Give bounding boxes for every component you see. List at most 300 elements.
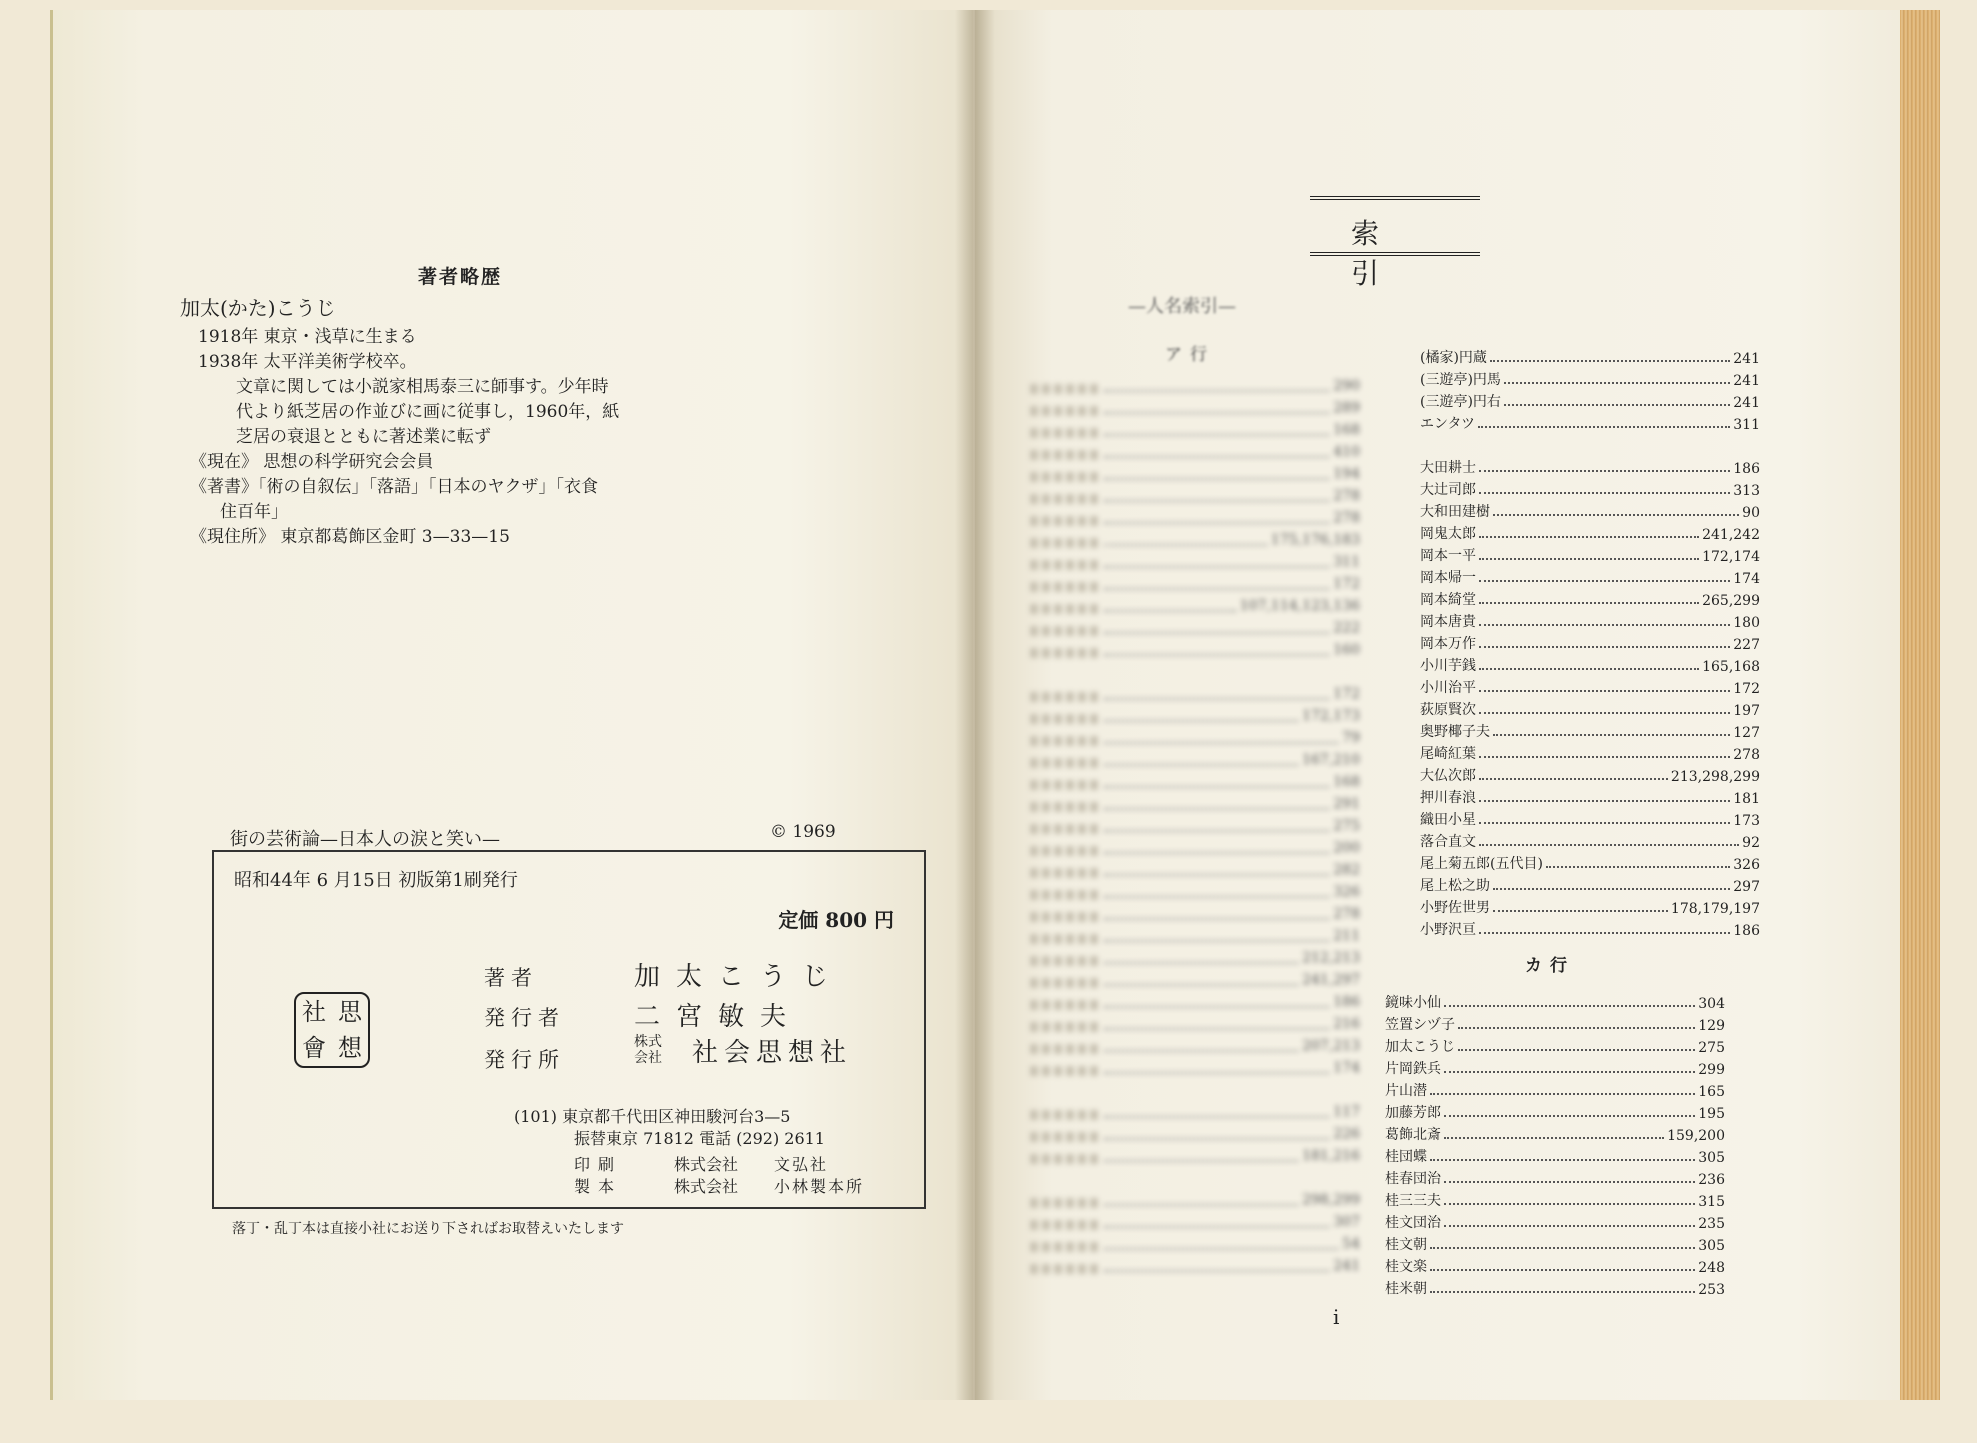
author-value: 加太こうじ: [634, 962, 845, 992]
entry-page-number: 107,114,123,136: [1239, 598, 1360, 614]
leader-dots: [1479, 536, 1699, 538]
index-entry: [1385, 1254, 1725, 1276]
leader-dots: [1104, 1126, 1329, 1140]
entry-page-number: 278: [1333, 488, 1360, 504]
index-entry: [1420, 631, 1760, 653]
leader-dots: [1104, 1016, 1329, 1030]
entry-name: 織田小星: [1420, 812, 1476, 828]
leader-dots: [1504, 382, 1730, 384]
leader-dots: [1430, 1247, 1695, 1249]
publishing-house: 社会思想社: [692, 1038, 853, 1068]
entry-name-blurred: [1030, 516, 1100, 526]
entry-name: 尾上菊五郎(五代目): [1420, 856, 1543, 872]
price: 定価 800 円: [778, 908, 894, 932]
entry-page-number: 92: [1742, 835, 1760, 851]
index-entry: [1385, 1034, 1725, 1056]
index-entry: [1030, 1016, 1360, 1038]
printer-name: 文弘社: [774, 1155, 829, 1174]
entry-page-number: 291: [1333, 796, 1360, 812]
leader-dots: [1104, 950, 1298, 964]
entry-page-number: 278: [1333, 510, 1360, 526]
entry-page-number: 265,299: [1702, 593, 1760, 609]
index-entry: [1420, 521, 1760, 543]
entry-page-number: 241,297: [1302, 972, 1360, 988]
entry-name-blurred: [1030, 890, 1100, 900]
index-entry: [1030, 818, 1360, 840]
entry-name: 大和田建樹: [1420, 504, 1490, 520]
leader-dots: [1479, 800, 1730, 802]
entry-name: 岡本綺堂: [1420, 592, 1476, 608]
index-entry: [1030, 554, 1360, 576]
entry-name-blurred: [1030, 472, 1100, 482]
leader-dots: [1479, 646, 1730, 648]
entry-page-number: 165,168: [1702, 659, 1760, 675]
leader-dots: [1444, 1203, 1695, 1205]
index-entry: [1385, 1122, 1725, 1144]
leader-dots: [1430, 1093, 1695, 1095]
index-entry: [1420, 543, 1760, 565]
leader-dots: [1444, 1181, 1695, 1183]
author-name: 加太(かた)こうじ: [180, 296, 336, 320]
index-entry: [1420, 807, 1760, 829]
index-entry: [1420, 345, 1760, 367]
index-entry: [1385, 1078, 1725, 1100]
entry-page-number: 410: [1333, 444, 1360, 460]
entry-name: 加太こうじ: [1385, 1039, 1455, 1055]
entry-page-number: 275: [1698, 1040, 1725, 1056]
entry-page-number: 197: [1733, 703, 1760, 719]
entry-name-blurred: [1030, 1220, 1100, 1230]
entry-name: 桂三三夫: [1385, 1193, 1441, 1209]
entry-page-number: 173: [1733, 813, 1760, 829]
leader-dots: [1104, 510, 1329, 524]
leader-dots: [1458, 1049, 1695, 1051]
leader-dots: [1104, 444, 1329, 458]
entry-name: (三遊亭)円馬: [1420, 372, 1501, 388]
entry-page-number: 186: [1333, 994, 1360, 1010]
index-entry: [1030, 840, 1360, 862]
colophon-box: [212, 850, 926, 1209]
entry-name-blurred: [1030, 978, 1100, 988]
publisher-address: (101) 東京都千代田区神田駿河台3—5: [514, 1107, 791, 1126]
entry-name: 桂団蝶: [1385, 1149, 1427, 1165]
leader-dots: [1479, 602, 1699, 604]
bio-event: 東京・浅草に生まる: [263, 327, 417, 347]
leader-dots: [1104, 1258, 1329, 1272]
entry-name: 尾上松之助: [1420, 878, 1490, 894]
leader-dots: [1104, 1148, 1298, 1162]
entry-page-number: 168: [1333, 422, 1360, 438]
entry-page-number: 172,173: [1302, 708, 1360, 724]
index-entry: [1030, 730, 1360, 752]
seal-char: 社: [302, 998, 326, 1026]
entry-page-number: 160: [1333, 642, 1360, 658]
entry-page-number: 79: [1342, 730, 1360, 746]
index-entry: [1420, 741, 1760, 763]
index-entry: [1030, 1038, 1360, 1060]
entry-page-number: 290: [1333, 378, 1360, 394]
index-title: 索 引: [1310, 196, 1480, 256]
leader-dots: [1479, 932, 1730, 934]
entry-page-number: 313: [1733, 483, 1760, 499]
colophon-note: 落丁・乱丁本は直接小社にお送り下さればお取替えいたします: [232, 1221, 624, 1237]
entry-page-number: 213,298,299: [1670, 769, 1760, 785]
bio-year: 1918年: [198, 327, 259, 347]
index-entry: [1420, 367, 1760, 389]
leader-dots: [1478, 426, 1730, 428]
entry-name: 葛飾北斎: [1385, 1127, 1441, 1143]
entry-name-blurred: [1030, 1198, 1100, 1208]
entry-name: 大辻司郎: [1420, 482, 1476, 498]
entry-name: 押川春浪: [1420, 790, 1476, 806]
entry-page-number: 253: [1698, 1282, 1725, 1298]
entry-page-number: 326: [1333, 884, 1360, 900]
entry-name: 桂文団治: [1385, 1215, 1441, 1231]
entry-page-number: 305: [1698, 1238, 1725, 1254]
leader-dots: [1444, 1071, 1695, 1073]
leader-dots: [1104, 576, 1329, 590]
entry-name-blurred: [1030, 714, 1100, 724]
index-entry: [1420, 609, 1760, 631]
index-subtitle: —人名索引—: [1128, 296, 1236, 317]
entry-name: 奥野椰子夫: [1420, 724, 1490, 740]
index-entry: [1030, 1082, 1360, 1104]
leader-dots: [1479, 690, 1730, 692]
entry-name-blurred: [1030, 934, 1100, 944]
index-entry: [1030, 532, 1360, 554]
index-entry: [1030, 708, 1360, 730]
index-entry: [1030, 906, 1360, 928]
entry-name-blurred: [1030, 1132, 1100, 1142]
entry-page-number: 172: [1333, 686, 1360, 702]
leader-dots: [1104, 840, 1329, 854]
bio-current: 《現在》 思想の科学研究会会員: [190, 452, 434, 472]
entry-name-blurred: [1030, 868, 1100, 878]
entry-name: 大仏次郎: [1420, 768, 1476, 784]
entry-name: 小野沢亘: [1420, 922, 1476, 938]
leader-dots: [1104, 994, 1329, 1008]
publisher-value: 二宮敏夫: [634, 1002, 803, 1032]
bio-address: 《現住所》 東京都葛飾区金町 3—33—15: [190, 527, 510, 547]
index-entry: [1030, 774, 1360, 796]
index-entry: [1420, 829, 1760, 851]
entry-name-blurred: [1030, 384, 1100, 394]
entry-name-blurred: [1030, 604, 1100, 614]
entry-page-number: 129: [1698, 1018, 1725, 1034]
entry-name: 桂春団治: [1385, 1171, 1441, 1187]
index-entry: [1420, 499, 1760, 521]
entry-page-number: 172: [1333, 576, 1360, 592]
leader-dots: [1479, 558, 1699, 560]
bio-title: 著者略歴: [417, 266, 502, 288]
print-company-type: 株式会社: [674, 1155, 739, 1174]
leader-dots: [1479, 844, 1739, 846]
index-entry: [1420, 675, 1760, 697]
index-entry: [1385, 1188, 1725, 1210]
leader-dots: [1104, 796, 1329, 810]
entry-page-number: 297: [1733, 879, 1760, 895]
entry-page-number: 236: [1698, 1172, 1725, 1188]
bio-paragraph-line: 代より紙芝居の作並びに画に従事し，1960年，紙: [236, 402, 620, 422]
entry-page-number: 311: [1333, 554, 1360, 570]
entry-page-number: 181: [1733, 791, 1760, 807]
index-entry: [1385, 990, 1725, 1012]
entry-page-number: 248: [1698, 1260, 1725, 1276]
entry-name: 岡鬼太郎: [1420, 526, 1476, 542]
bio-works-cont: 住百年」: [220, 502, 288, 522]
entry-name-blurred: [1030, 428, 1100, 438]
entry-name-blurred: [1030, 736, 1100, 746]
bio-paragraph-line: 文章に関しては小説家相馬泰三に師事す。少年時: [236, 377, 609, 397]
index-entry: [1030, 510, 1360, 532]
index-entry: [1420, 785, 1760, 807]
seal-char: 會: [302, 1034, 326, 1062]
entry-name: 笠置シヅ子: [1385, 1017, 1455, 1033]
entry-name-blurred: [1030, 780, 1100, 790]
bind-label: 製本: [574, 1177, 623, 1196]
index-entry: [1030, 1104, 1360, 1126]
leader-dots: [1104, 708, 1298, 722]
index-entry: [1420, 719, 1760, 741]
index-entry: [1420, 697, 1760, 719]
entry-page-number: 212,213: [1302, 950, 1360, 966]
leader-dots: [1479, 624, 1730, 626]
entry-page-number: 200: [1333, 840, 1360, 856]
entry-page-number: 227: [1733, 637, 1760, 653]
leader-dots: [1493, 888, 1730, 890]
leader-dots: [1104, 686, 1329, 700]
index-entry: [1030, 1192, 1360, 1214]
entry-page-number: 194: [1333, 466, 1360, 482]
index-entry: [1385, 1210, 1725, 1232]
leader-dots: [1104, 1104, 1329, 1118]
index-entry: [1030, 972, 1360, 994]
index-entry: [1030, 1126, 1360, 1148]
entry-name-blurred: [1030, 956, 1100, 966]
index-entry: [1030, 1148, 1360, 1170]
entry-name-blurred: [1030, 758, 1100, 768]
index-entry: [1420, 433, 1760, 455]
entry-name-blurred: [1030, 1242, 1100, 1252]
a-row-heading: ア行: [1165, 345, 1215, 365]
entry-name-blurred: [1030, 1066, 1100, 1076]
index-column-ka: [1385, 990, 1725, 1298]
index-entry: [1030, 422, 1360, 444]
page-edges: [1900, 10, 1940, 1400]
entry-name-blurred: [1030, 648, 1100, 658]
index-entry: [1030, 1170, 1360, 1192]
index-entry: [1030, 884, 1360, 906]
bio-year: 1938年: [198, 352, 259, 372]
entry-name-blurred: [1030, 626, 1100, 636]
entry-page-number: 186: [1733, 461, 1760, 477]
print-label: 印刷: [574, 1155, 623, 1174]
index-entry: [1030, 378, 1360, 400]
entry-name: 小川治平: [1420, 680, 1476, 696]
entry-name: 荻原賢次: [1420, 702, 1476, 718]
leader-dots: [1104, 928, 1329, 942]
index-entry: [1030, 1060, 1360, 1082]
entry-name-blurred: [1030, 1264, 1100, 1274]
entry-name-blurred: [1030, 802, 1100, 812]
index-column-right: [1420, 345, 1760, 939]
leader-dots: [1479, 492, 1730, 494]
leader-dots: [1104, 972, 1298, 986]
leader-dots: [1104, 378, 1329, 392]
entry-page-number: 304: [1698, 996, 1725, 1012]
entry-page-number: 311: [1733, 417, 1760, 433]
index-entry: [1030, 400, 1360, 422]
entry-page-number: 278: [1333, 906, 1360, 922]
leader-dots: [1546, 866, 1730, 868]
leader-dots: [1104, 1038, 1298, 1052]
entry-name: 岡本唐貴: [1420, 614, 1476, 630]
entry-name: エンタツ: [1420, 416, 1476, 432]
leader-dots: [1444, 1137, 1664, 1139]
leader-dots: [1104, 598, 1236, 612]
entry-name-blurred: [1030, 406, 1100, 416]
publisher-seal: [294, 992, 370, 1068]
index-entry: [1030, 1236, 1360, 1258]
entry-page-number: 168: [1333, 774, 1360, 790]
colophon-book-title: 街の芸術論—日本人の涙と笑い—: [230, 829, 500, 850]
index-entry: [1420, 455, 1760, 477]
leader-dots: [1104, 862, 1329, 876]
leader-dots: [1104, 730, 1338, 744]
index-entry: [1030, 862, 1360, 884]
entry-page-number: 117: [1333, 1104, 1360, 1120]
index-entry: [1030, 488, 1360, 510]
index-entry: [1420, 411, 1760, 433]
bind-company-type: 株式会社: [674, 1177, 739, 1196]
kaisha-line: 会社: [634, 1050, 662, 1066]
entry-name-blurred: [1030, 1044, 1100, 1054]
bio-paragraph-line: 芝居の衰退とともに著述業に転ず: [236, 427, 491, 447]
index-entry: [1030, 752, 1360, 774]
entry-name: 岡本帰一: [1420, 570, 1476, 586]
entry-page-number: 305: [1698, 1150, 1725, 1166]
entry-name-blurred: [1030, 560, 1100, 570]
leader-dots: [1444, 1225, 1695, 1227]
leader-dots: [1430, 1269, 1695, 1271]
index-entry: [1030, 598, 1360, 620]
index-entry: [1420, 389, 1760, 411]
entry-name: 小野佐世男: [1420, 900, 1490, 916]
entry-name-blurred: [1030, 824, 1100, 834]
entry-page-number: 186: [1733, 923, 1760, 939]
entry-page-number: 172: [1733, 681, 1760, 697]
leader-dots: [1504, 404, 1730, 406]
leader-dots: [1104, 422, 1329, 436]
publisher-phone: 振替東京 71812 電話 (292) 2611: [574, 1129, 825, 1148]
leader-dots: [1493, 514, 1739, 516]
leader-dots: [1493, 910, 1668, 912]
index-entry: [1030, 1214, 1360, 1236]
entry-page-number: 127: [1733, 725, 1760, 741]
leader-dots: [1479, 668, 1699, 670]
leader-dots: [1104, 642, 1329, 656]
index-entry: [1420, 873, 1760, 895]
leader-dots: [1104, 752, 1298, 766]
leader-dots: [1490, 360, 1730, 362]
index-entry: [1030, 664, 1360, 686]
entry-name: 岡本一平: [1420, 548, 1476, 564]
house-label: 発行所: [484, 1048, 565, 1072]
leader-dots: [1104, 532, 1267, 546]
entry-name-blurred: [1030, 692, 1100, 702]
leader-dots: [1104, 1236, 1338, 1250]
leader-dots: [1479, 778, 1668, 780]
entry-page-number: 241: [1733, 395, 1760, 411]
bio-works: 《著書》「術の自叙伝」「落語」「日本のヤクザ」「衣食: [190, 477, 598, 497]
index-entry: [1385, 1166, 1725, 1188]
author-biography: [180, 265, 740, 550]
entry-name: 片山潜: [1385, 1083, 1427, 1099]
entry-name: 小川芋銭: [1420, 658, 1476, 674]
copyright: © 1969: [770, 822, 836, 842]
entry-page-number: 299: [1698, 1062, 1725, 1078]
entry-page-number: 235: [1698, 1216, 1725, 1232]
entry-page-number: 241: [1733, 351, 1760, 367]
leader-dots: [1104, 1060, 1329, 1074]
index-entry: [1385, 1100, 1725, 1122]
index-entry: [1030, 642, 1360, 664]
leader-dots: [1104, 1192, 1298, 1206]
entry-page-number: 282: [1333, 862, 1360, 878]
entry-page-number: 180: [1733, 615, 1760, 631]
entry-page-number: 178,179,197: [1670, 901, 1760, 917]
leader-dots: [1104, 554, 1329, 568]
index-entry: [1030, 1258, 1360, 1280]
binder-name: 小林製本所: [774, 1177, 865, 1196]
bio-year-line: [198, 350, 740, 375]
entry-name-blurred: [1030, 1022, 1100, 1032]
leader-dots: [1444, 1005, 1695, 1007]
ka-row-heading: カ行: [1525, 956, 1575, 976]
entry-page-number: 222: [1333, 620, 1360, 636]
leader-dots: [1104, 466, 1329, 480]
publisher-label: 発行者: [484, 1006, 565, 1030]
entry-page-number: 172,174: [1702, 549, 1760, 565]
entry-name: 加藤芳郎: [1385, 1105, 1441, 1121]
page-number: i: [1333, 1305, 1340, 1329]
entry-name-blurred: [1030, 582, 1100, 592]
entry-name-blurred: [1030, 846, 1100, 856]
entry-name: 片岡鉄兵: [1385, 1061, 1441, 1077]
leader-dots: [1104, 1214, 1329, 1228]
leader-dots: [1104, 620, 1329, 634]
entry-page-number: 278: [1733, 747, 1760, 763]
entry-page-number: 181,216: [1302, 1148, 1360, 1164]
index-entry: [1420, 565, 1760, 587]
entry-page-number: 298,299: [1302, 1192, 1360, 1208]
index-entry: [1385, 1012, 1725, 1034]
index-entry: [1030, 950, 1360, 972]
book-spine: [955, 10, 995, 1400]
index-entry: [1385, 1144, 1725, 1166]
entry-page-number: 241: [1733, 373, 1760, 389]
leader-dots: [1104, 906, 1329, 920]
leader-dots: [1479, 470, 1730, 472]
index-entry: [1030, 686, 1360, 708]
leader-dots: [1479, 756, 1730, 758]
author-label: 著者: [484, 966, 538, 990]
leader-dots: [1458, 1027, 1695, 1029]
index-entry: [1030, 994, 1360, 1016]
leader-dots: [1479, 822, 1730, 824]
leader-dots: [1493, 734, 1730, 736]
bio-year-line: [198, 325, 740, 350]
